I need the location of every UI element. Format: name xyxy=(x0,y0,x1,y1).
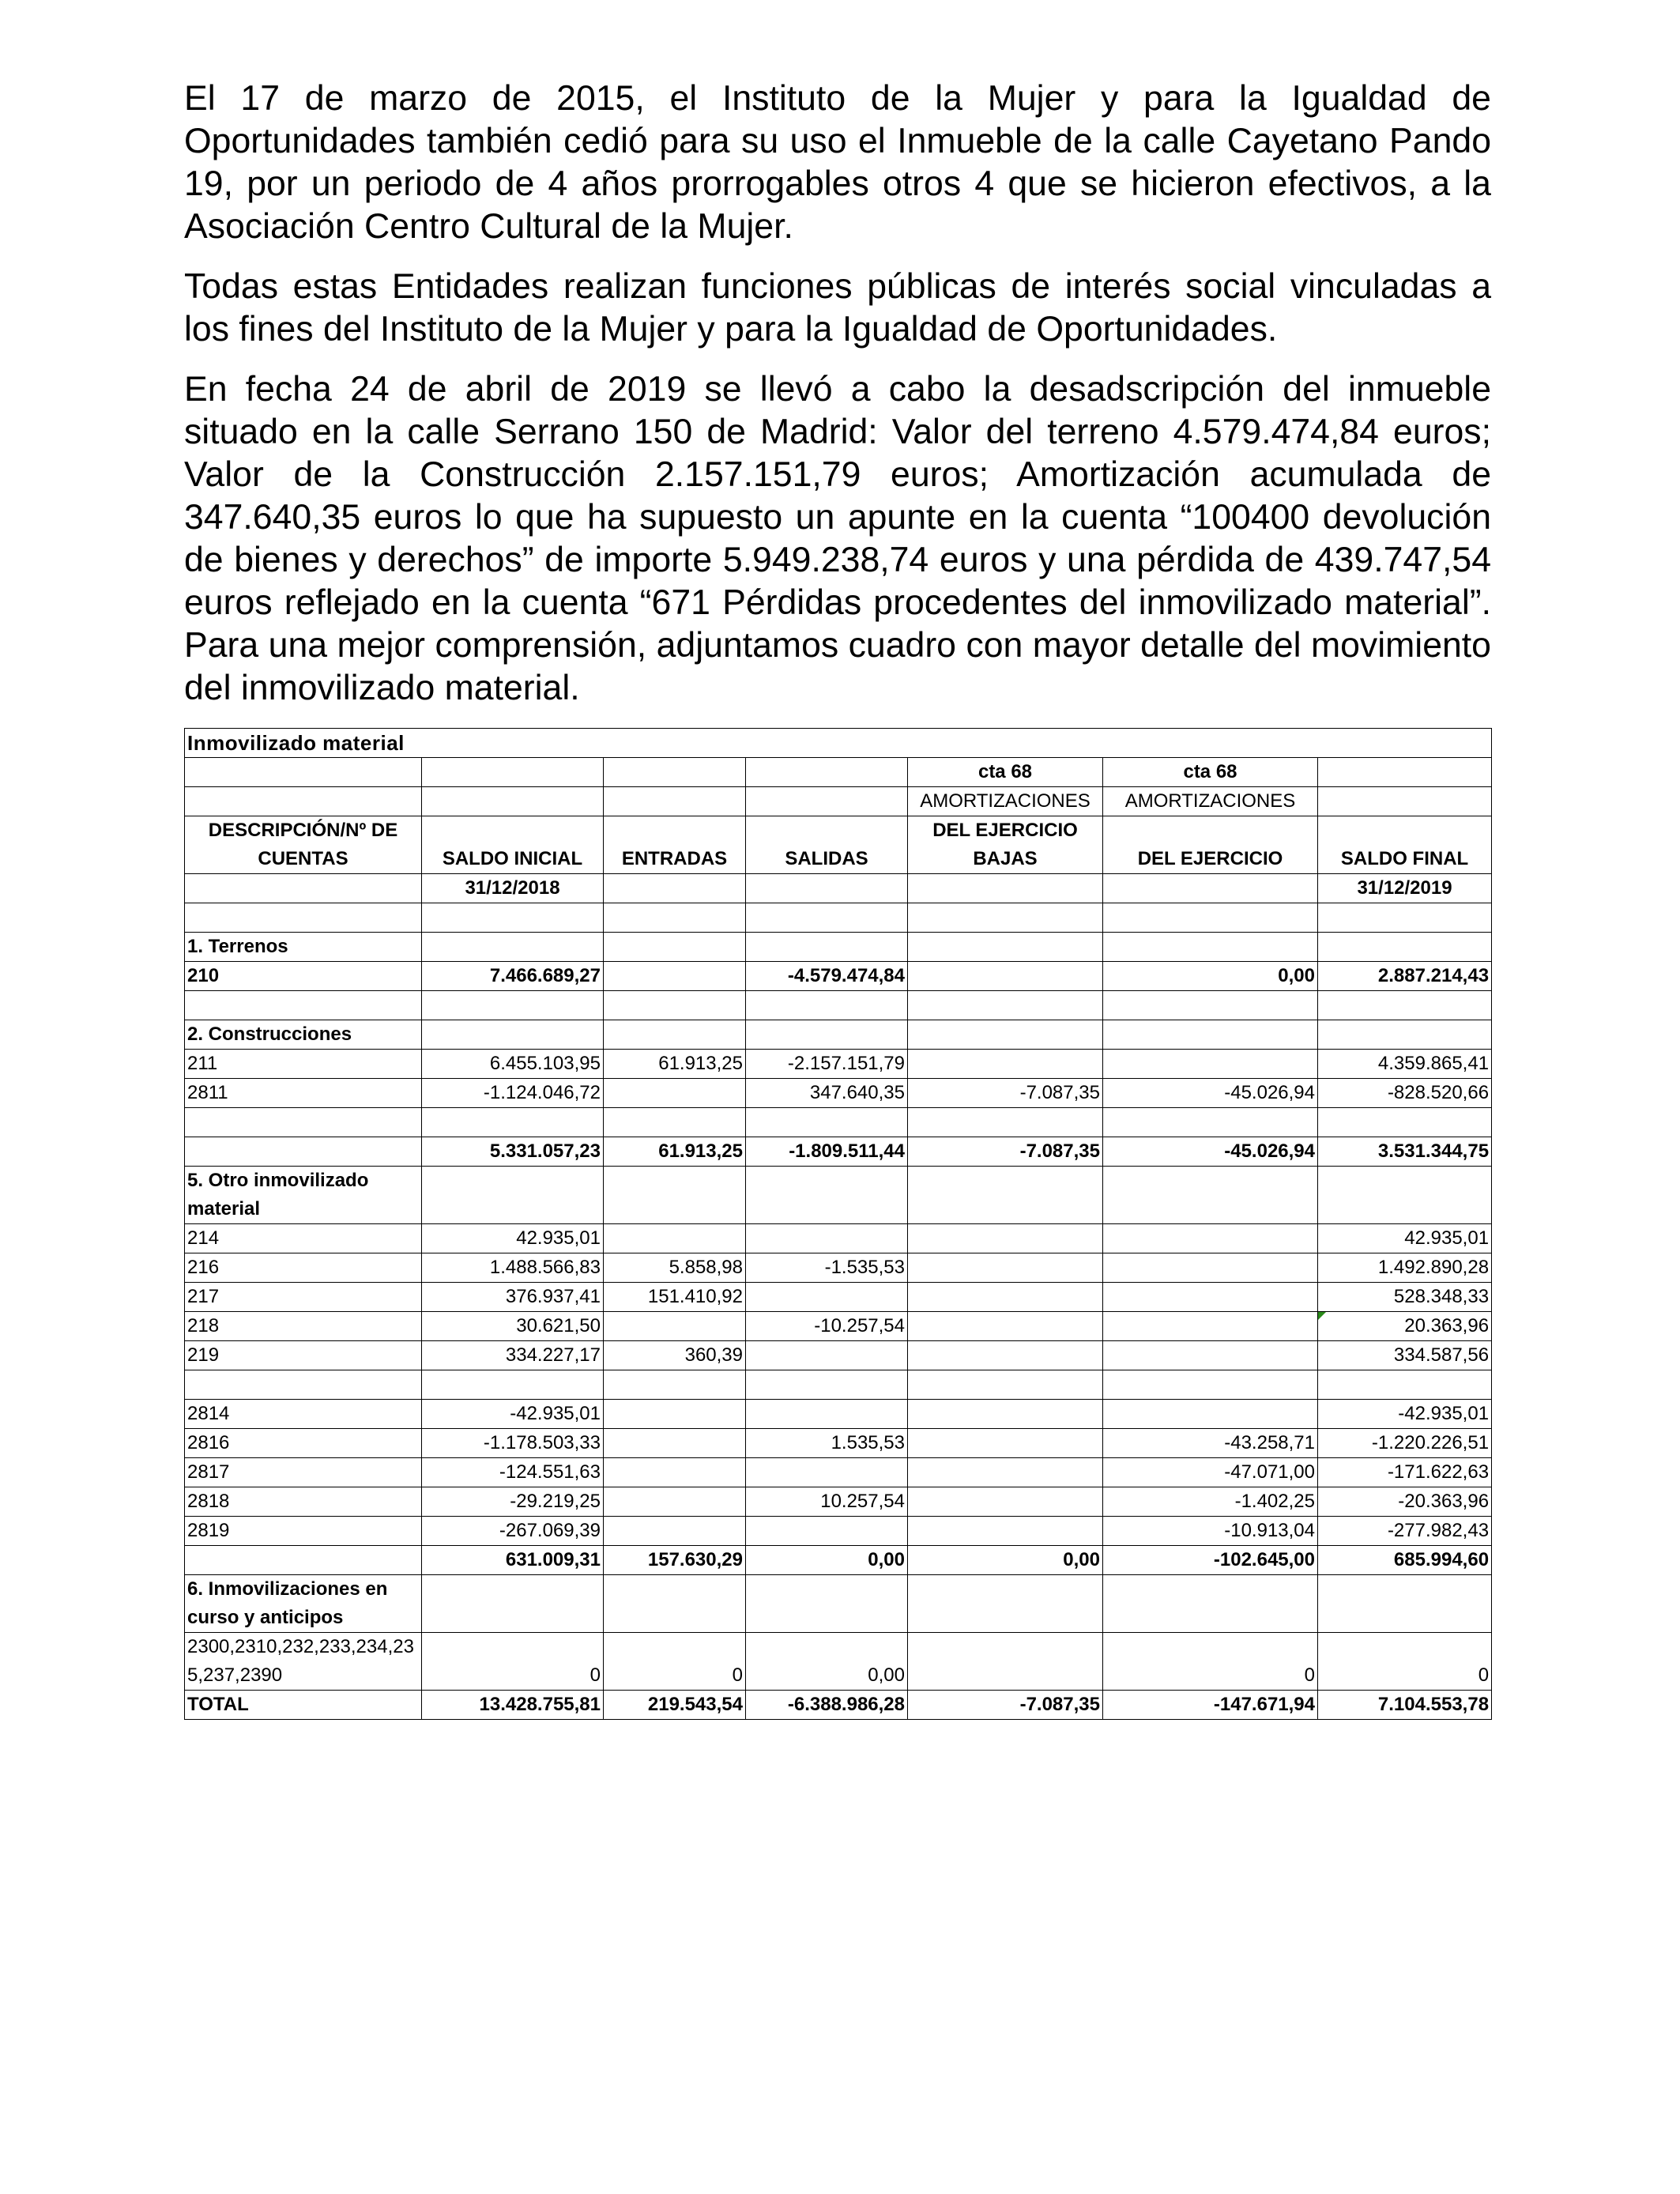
spacer-row xyxy=(185,991,1492,1020)
row-label: 2818 xyxy=(185,1487,422,1517)
inmovilizado-table xyxy=(184,728,1492,1720)
row-label: 2817 xyxy=(185,1458,422,1487)
cell-value: 7.466.689,27 xyxy=(422,962,604,991)
row-label: 2814 xyxy=(185,1400,422,1429)
cell-value: -7.087,35 xyxy=(908,1079,1103,1108)
total-row xyxy=(185,1691,1492,1720)
cell-value: 0 xyxy=(1103,1661,1318,1691)
cell-value: 334.227,17 xyxy=(422,1341,604,1370)
cell-value xyxy=(746,1517,908,1546)
cell-value: -45.026,94 xyxy=(1103,1137,1318,1167)
row-label: 210 xyxy=(185,962,422,991)
cell-value xyxy=(746,1283,908,1312)
header-amortizaciones-bajas: AMORTIZACIONES xyxy=(908,787,1103,816)
header-row-4 xyxy=(185,845,1492,874)
cell-value: -43.258,71 xyxy=(1103,1429,1318,1458)
cell-value: -7.087,35 xyxy=(908,1691,1103,1720)
header-descripcion-1: DESCRIPCIÓN/Nº DE xyxy=(185,816,422,846)
cell-value xyxy=(908,1458,1103,1487)
cell-value: -4.579.474,84 xyxy=(746,962,908,991)
cell-value: 42.935,01 xyxy=(422,1224,604,1253)
cell-value xyxy=(908,1487,1103,1517)
cell-value: 20.363,96 xyxy=(1318,1312,1492,1341)
cell-value: 0,00 xyxy=(908,1546,1103,1575)
cell-value: -1.809.511,44 xyxy=(746,1137,908,1167)
row-label: 216 xyxy=(185,1253,422,1283)
cell-value xyxy=(1103,1312,1318,1341)
cell-value xyxy=(604,1487,746,1517)
header-entradas: ENTRADAS xyxy=(604,845,746,874)
section-row xyxy=(185,1167,1492,1196)
body-text xyxy=(184,77,1491,727)
header-descripcion-2: CUENTAS xyxy=(185,845,422,874)
cell-value: 0 xyxy=(1318,1661,1492,1691)
table-row xyxy=(185,1487,1492,1517)
header-amortizaciones-ejercicio: AMORTIZACIONES xyxy=(1103,787,1318,816)
cell-value xyxy=(908,1341,1103,1370)
header-fecha-inicial: 31/12/2018 xyxy=(422,874,604,903)
cell-value xyxy=(746,1341,908,1370)
cell-value: -171.622,63 xyxy=(1318,1458,1492,1487)
spacer-row xyxy=(185,1108,1492,1137)
cell-value: -828.520,66 xyxy=(1318,1079,1492,1108)
header-row-3 xyxy=(185,816,1492,846)
table-row xyxy=(185,1253,1492,1283)
header-row-2 xyxy=(185,787,1492,816)
cell-value xyxy=(746,1400,908,1429)
cell-value xyxy=(746,1224,908,1253)
cell-value: -1.402,25 xyxy=(1103,1487,1318,1517)
header-cta68-ejercicio: cta 68 xyxy=(1103,758,1318,787)
header-cta68-bajas: cta 68 xyxy=(908,758,1103,787)
cell-value xyxy=(746,1458,908,1487)
subtotal-row xyxy=(185,1137,1492,1167)
cell-value: -6.388.986,28 xyxy=(746,1691,908,1720)
row-label: 214 xyxy=(185,1224,422,1253)
cell-value: 5.858,98 xyxy=(604,1253,746,1283)
cell-value: 2.887.214,43 xyxy=(1318,962,1492,991)
section-row xyxy=(185,1575,1492,1604)
cell-value: -1.220.226,51 xyxy=(1318,1429,1492,1458)
table-row-r23-label xyxy=(185,1633,1492,1662)
spacer-row xyxy=(185,1370,1492,1400)
table-title-row xyxy=(185,729,1492,758)
cell-value xyxy=(1103,1224,1318,1253)
cell-value xyxy=(604,1400,746,1429)
cell-value: -10.913,04 xyxy=(1103,1517,1318,1546)
cell-value: 334.587,56 xyxy=(1318,1341,1492,1370)
cell-value: 7.104.553,78 xyxy=(1318,1691,1492,1720)
row-label: 211 xyxy=(185,1050,422,1079)
header-fecha-final: 31/12/2019 xyxy=(1318,874,1492,903)
row-label: 2816 xyxy=(185,1429,422,1458)
table-row xyxy=(185,962,1492,991)
cell-value: -102.645,00 xyxy=(1103,1546,1318,1575)
paragraph-entidades: Todas estas Entidades realizan funciones públicas de interés social vinculadas a los fines del Instituto de la Mujer y para la Igualdad de Oportunidades. xyxy=(184,267,1491,349)
section-construcciones: 2. Construcciones xyxy=(185,1020,422,1050)
row-label: TOTAL xyxy=(185,1691,422,1720)
cell-value xyxy=(908,1661,1103,1691)
cell-value: -147.671,94 xyxy=(1103,1691,1318,1720)
table-row xyxy=(185,1312,1492,1341)
table-row xyxy=(185,1341,1492,1370)
table-row xyxy=(185,1400,1492,1429)
row-label: 5,237,2390 xyxy=(185,1661,422,1691)
cell-value: 685.994,60 xyxy=(1318,1546,1492,1575)
section-row xyxy=(185,933,1492,962)
cell-value xyxy=(908,1050,1103,1079)
cell-value xyxy=(604,1312,746,1341)
cell-value xyxy=(604,1429,746,1458)
table-title: Inmovilizado material xyxy=(185,729,1492,758)
row-label xyxy=(185,1546,422,1575)
cell-value xyxy=(908,1517,1103,1546)
table-row xyxy=(185,1517,1492,1546)
row-label-r23-1: 2300,2310,232,233,234,23 xyxy=(185,1633,422,1662)
cell-value: 157.630,29 xyxy=(604,1546,746,1575)
cell-value: 30.621,50 xyxy=(422,1312,604,1341)
cell-value xyxy=(604,962,746,991)
cell-value xyxy=(604,1517,746,1546)
cell-value: 360,39 xyxy=(604,1341,746,1370)
cell-value: 10.257,54 xyxy=(746,1487,908,1517)
cell-value: -20.363,96 xyxy=(1318,1487,1492,1517)
section-terrenos: 1. Terrenos xyxy=(185,933,422,962)
cell-value: 1.535,53 xyxy=(746,1429,908,1458)
header-dates-row xyxy=(185,874,1492,903)
cell-value: -2.157.151,79 xyxy=(746,1050,908,1079)
cell-value: 219.543,54 xyxy=(604,1691,746,1720)
cell-value xyxy=(908,1253,1103,1283)
cell-value xyxy=(908,962,1103,991)
cell-value: 0,00 xyxy=(746,1546,908,1575)
cell-value: 4.359.865,41 xyxy=(1318,1050,1492,1079)
cell-value xyxy=(908,1224,1103,1253)
section-row xyxy=(185,1020,1492,1050)
table-row xyxy=(185,1661,1492,1691)
section-otro-inmovilizado-2: material xyxy=(185,1195,422,1224)
section-row xyxy=(185,1195,1492,1224)
row-label: 218 xyxy=(185,1312,422,1341)
cell-value: 3.531.344,75 xyxy=(1318,1137,1492,1167)
header-saldo-inicial: SALDO INICIAL xyxy=(422,845,604,874)
cell-value: -29.219,25 xyxy=(422,1487,604,1517)
cell-value: 61.913,25 xyxy=(604,1050,746,1079)
cell-value: 42.935,01 xyxy=(1318,1224,1492,1253)
section-curso-1: 6. Inmovilizaciones en xyxy=(185,1575,422,1604)
cell-value xyxy=(1103,1400,1318,1429)
header-salidas: SALIDAS xyxy=(746,845,908,874)
section-otro-inmovilizado-1: 5. Otro inmovilizado xyxy=(185,1167,422,1196)
row-label: 219 xyxy=(185,1341,422,1370)
cell-value: 6.455.103,95 xyxy=(422,1050,604,1079)
inmovilizado-table-container xyxy=(184,728,1491,1720)
cell-value: 151.410,92 xyxy=(604,1283,746,1312)
subtotal-row xyxy=(185,1546,1492,1575)
header-bajas: BAJAS xyxy=(908,845,1103,874)
cell-value xyxy=(1103,1341,1318,1370)
cell-value xyxy=(1103,1050,1318,1079)
cell-value: 0 xyxy=(604,1661,746,1691)
cell-value: 5.331.057,23 xyxy=(422,1137,604,1167)
cell-value: -42.935,01 xyxy=(422,1400,604,1429)
cell-value: 0,00 xyxy=(1103,962,1318,991)
spacer-row xyxy=(185,903,1492,933)
cell-value xyxy=(908,1429,1103,1458)
paragraph-cesion: El 17 de marzo de 2015, el Instituto de la Mujer y para la Igualdad de Oportunidades también cedió para su uso el Inmueble de la calle Cayetano Pando 19, por un periodo de 4 años prorrogables otros 4 que se hicieron efectivos, a la Asociación Centro Cultural de la Mujer. xyxy=(184,79,1491,246)
cell-value: 13.428.755,81 xyxy=(422,1691,604,1720)
cell-value xyxy=(1103,1283,1318,1312)
cell-value: -124.551,63 xyxy=(422,1458,604,1487)
header-del-ejercicio-bajas: DEL EJERCICIO xyxy=(908,816,1103,846)
table-row xyxy=(185,1050,1492,1079)
row-label: 2819 xyxy=(185,1517,422,1546)
row-label xyxy=(185,1137,422,1167)
cell-value: -42.935,01 xyxy=(1318,1400,1492,1429)
table-row xyxy=(185,1429,1492,1458)
paragraph-desadscripcion: En fecha 24 de abril de 2019 se llevó a cabo la desadscripción del inmueble situado en la calle Serrano 150 de Madrid: Valor del terreno 4.579.474,84 euros; Valor de la Construcción 2.157.151,79 euros; Amortización acumulada de 347.640,35 euros lo que ha supuesto un apunte en la cuenta “100400 devolución de bienes y derechos” de importe 5.949.238,74 euros y una pérdida de 439.747,54 euros reflejado en la cuenta “671 Pérdidas procedentes del inmovilizado material”. Para una mejor comprensión, adjuntamos cuadro con mayor detalle del movimiento del inmovilizado material. xyxy=(184,370,1491,707)
cell-value: -267.069,39 xyxy=(422,1517,604,1546)
cell-value: -45.026,94 xyxy=(1103,1079,1318,1108)
cell-value xyxy=(908,1400,1103,1429)
cell-value: 347.640,35 xyxy=(746,1079,908,1108)
cell-value: 376.937,41 xyxy=(422,1283,604,1312)
cell-value: -277.982,43 xyxy=(1318,1517,1492,1546)
cell-value: 1.492.890,28 xyxy=(1318,1253,1492,1283)
row-label: 2811 xyxy=(185,1079,422,1108)
header-saldo-final: SALDO FINAL xyxy=(1318,845,1492,874)
section-curso-2: curso y anticipos xyxy=(185,1604,422,1633)
table-row xyxy=(185,1283,1492,1312)
section-row xyxy=(185,1604,1492,1633)
cell-value: -1.535,53 xyxy=(746,1253,908,1283)
header-del-ejercicio: DEL EJERCICIO xyxy=(1103,845,1318,874)
cell-value xyxy=(604,1224,746,1253)
cell-value xyxy=(1103,1253,1318,1283)
row-label: 217 xyxy=(185,1283,422,1312)
cell-value: -1.124.046,72 xyxy=(422,1079,604,1108)
table-row xyxy=(185,1224,1492,1253)
cell-value xyxy=(604,1079,746,1108)
cell-value: 528.348,33 xyxy=(1318,1283,1492,1312)
cell-value xyxy=(908,1283,1103,1312)
cell-value: 0,00 xyxy=(746,1661,908,1691)
cell-value: -47.071,00 xyxy=(1103,1458,1318,1487)
cell-value xyxy=(908,1312,1103,1341)
cell-value: -10.257,54 xyxy=(746,1312,908,1341)
cell-value: 61.913,25 xyxy=(604,1137,746,1167)
cell-value: -7.087,35 xyxy=(908,1137,1103,1167)
cell-value: -1.178.503,33 xyxy=(422,1429,604,1458)
header-row-1 xyxy=(185,758,1492,787)
cell-value: 1.488.566,83 xyxy=(422,1253,604,1283)
cell-value xyxy=(604,1458,746,1487)
cell-value: 631.009,31 xyxy=(422,1546,604,1575)
cell-value: 0 xyxy=(422,1661,604,1691)
table-row xyxy=(185,1079,1492,1108)
table-row xyxy=(185,1458,1492,1487)
